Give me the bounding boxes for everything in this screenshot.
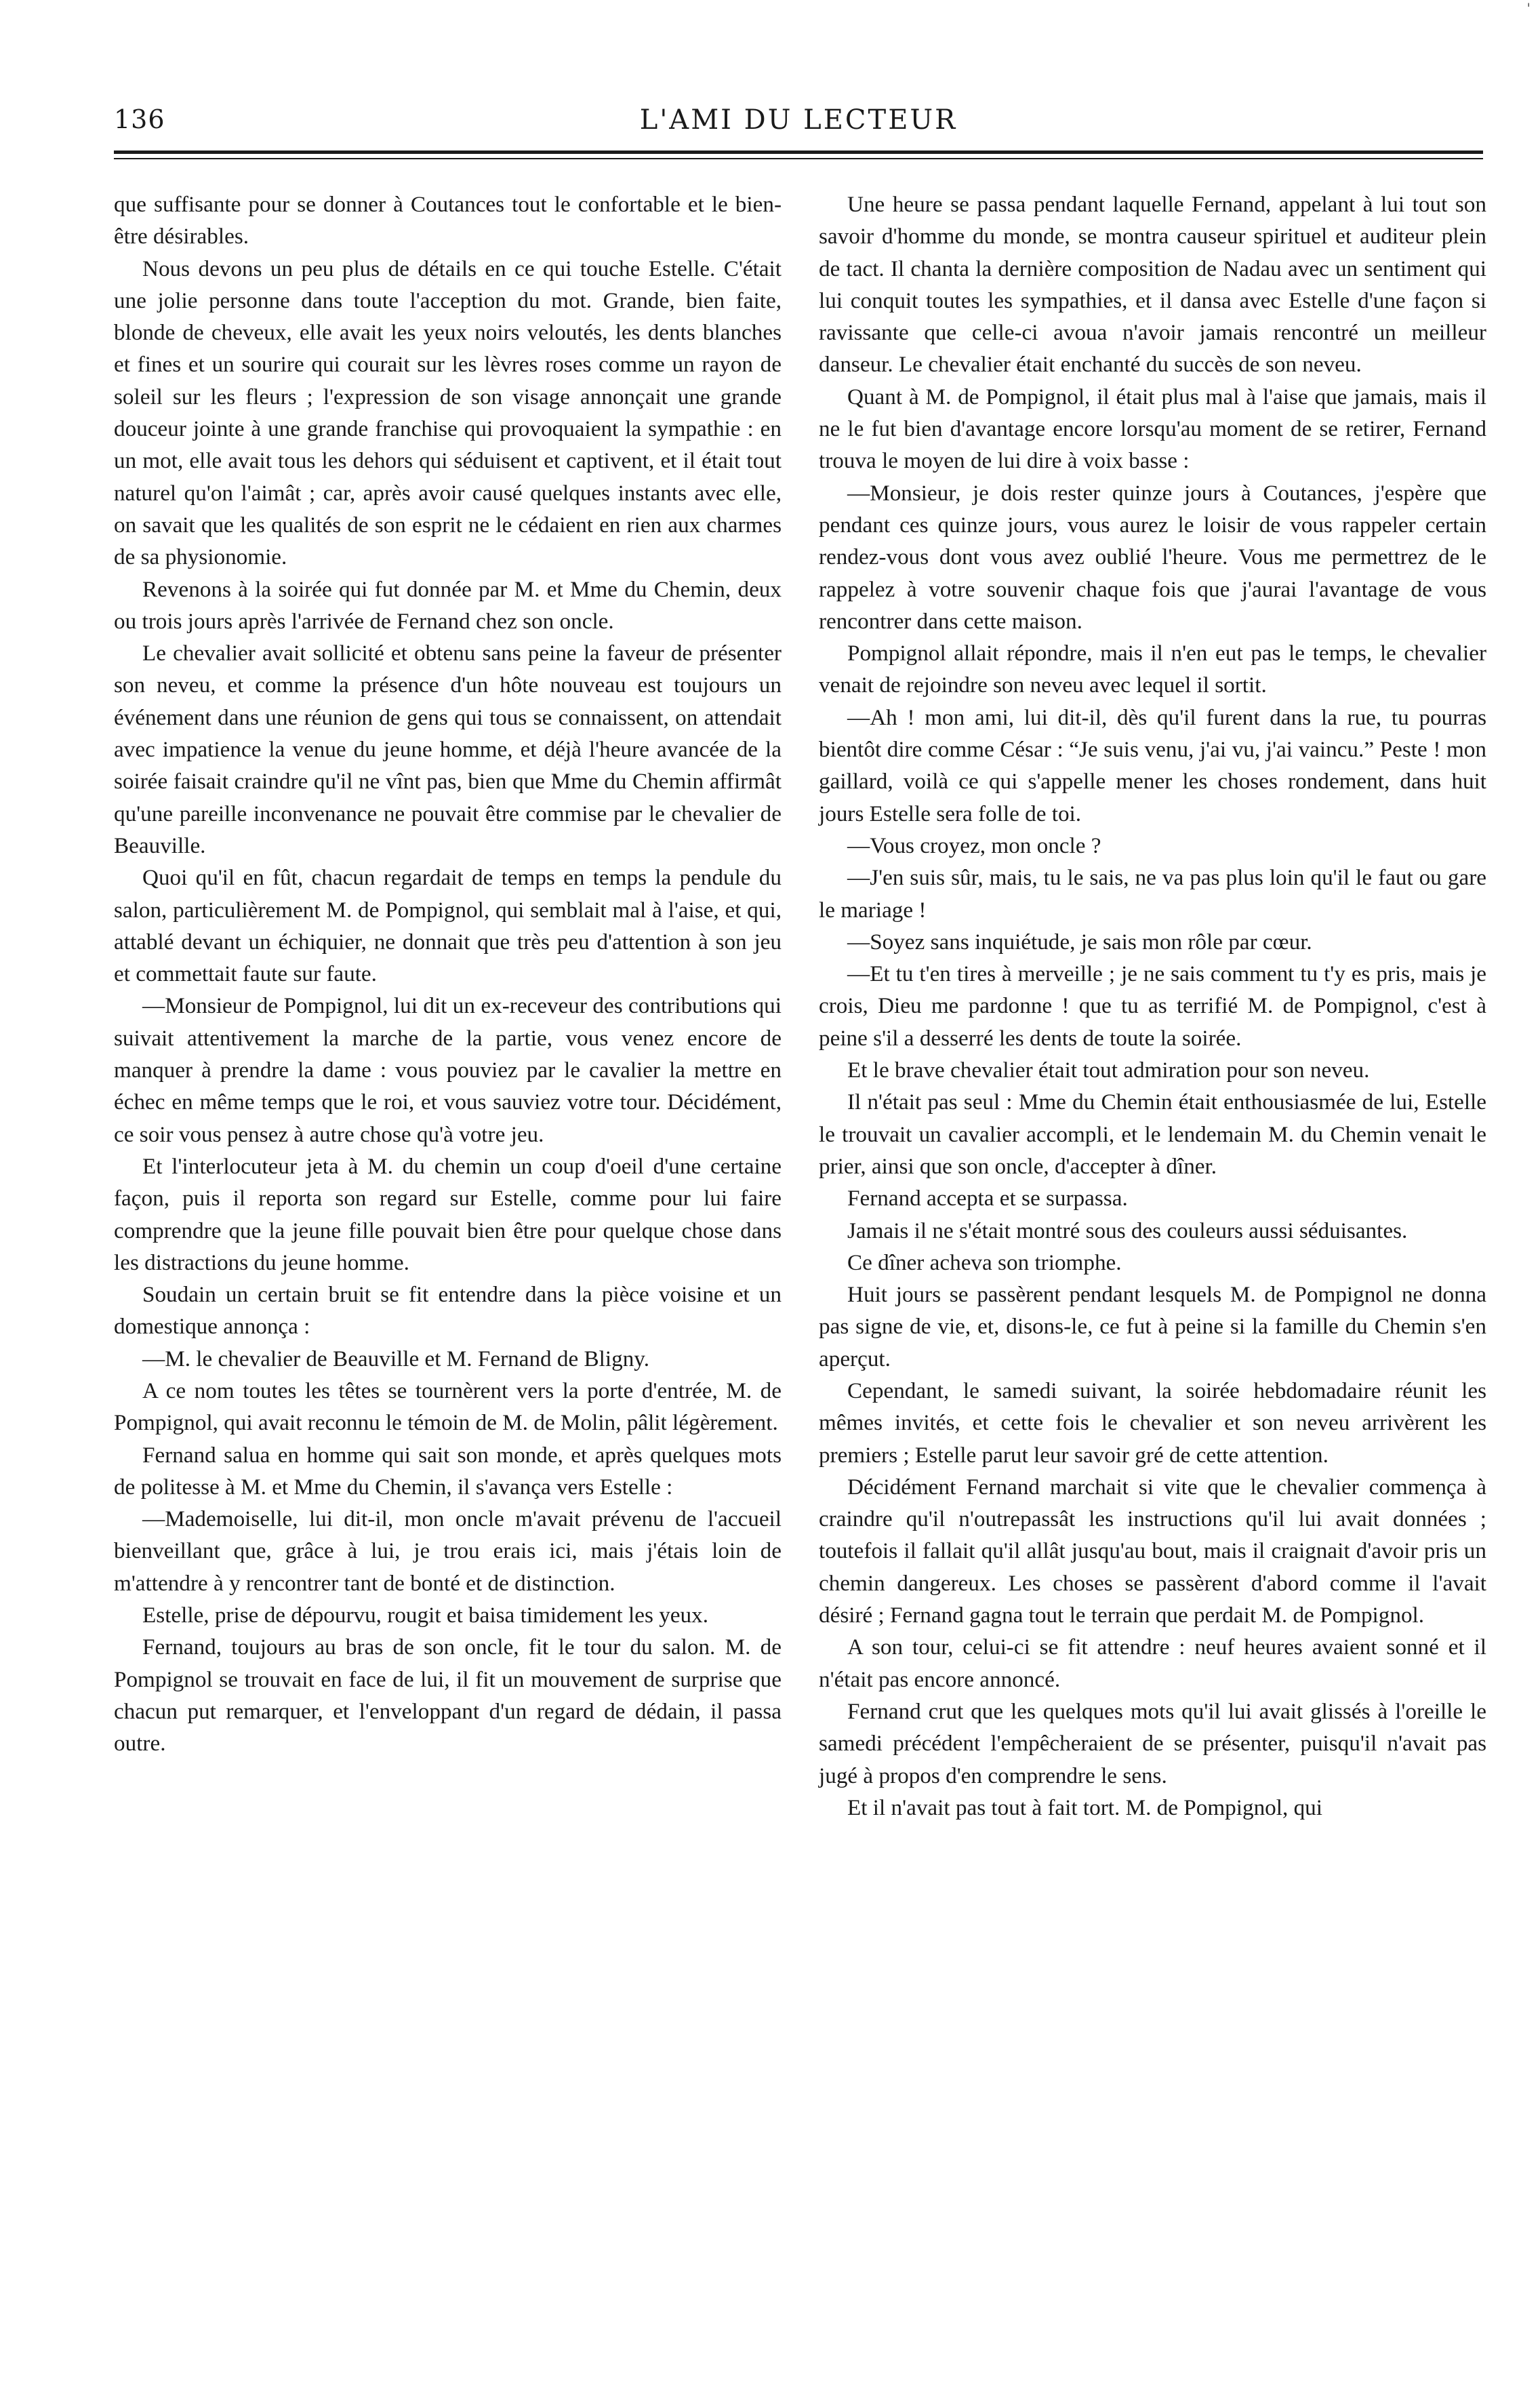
paragraph: Estelle, prise de dépourvu, rougit et baisa timidement les yeux. (142, 1603, 709, 1628)
paragraph: Nous devons un peu plus de détails en ce qui touche Estelle. C'était une jolie personne dans toute l'acception du mot. Grande, bien faite, blonde de cheveux, elle avait les yeux noirs veloutés, les dents blanches et fines et un sourire qui courait sur les lèvres roses comme un rayon de soleil sur les fleurs ; l'expression de son visage annonçait une grande douceur jointe à une grande franchise qui provoquaient la sympathie : en un mot, elle avait tous les dehors qui séduisent et captivent, et il était tout naturel qu'on l'aimât ; car, après avoir causé quelques instants avec elle, on savait que les qualités de son esprit ne le cédaient en rien aux charmes de sa physionomie. (114, 256, 782, 570)
paragraph: Une heure se passa pendant laquelle Fernand, appelant à lui tout son savoir d'homme du monde, se montra causeur spirituel et auditeur plein de tact. Il chanta la dernière composition de Nadau avec un sentiment qui lui conquit toutes les sympathies, et il dansa avec Estelle d'une façon si ravissante que celle-ci avoua n'avoir jamais rencontré un meilleur danseur. Le chevalier était enchanté du succès de son neveu. (819, 192, 1486, 378)
paragraph: Le chevalier avait sollicité et obtenu sans peine la faveur de présenter son neveu, et comme la présence d'un hôte nouveau est toujours un événement dans une réunion de gens qui tous se connaissent, on attendait avec impatience la venue du jeune homme, et déjà l'heure avancée de la soirée faisait craindre qu'il ne vînt pas, bien que Mme du Chemin affirmât qu'une pareille inconvenance ne pouvait être commise par le chevalier de Beauville. (114, 641, 782, 858)
paragraph: —Monsieur, je dois rester quinze jours à Coutances, j'espère que pendant ces quinze jours, vous aurez le loisir de vous rappeler certain rendez-vous dont vous avez oublié l'heure. Vous me permettrez de le rappelez à votre souvenir chaque fois que j'aurai l'avantage de vous rencontrer dans cette maison. (819, 480, 1486, 634)
paragraph: —Monsieur de Pompignol, lui dit un ex-receveur des contributions qui suivait attentivement la marche de la partie, vous venez encore de manquer à prendre la dame : vous pouviez par le cavalier la mettre en échec en même temps que le roi, et vous sauviez votre tour. Décidément, ce soir vous pensez à autre chose qu'à votre jeu. (114, 993, 782, 1147)
header-rule-thin (114, 158, 1483, 159)
corner-mark: ' (1526, 0, 1531, 16)
paragraph: que suffisante pour se donner à Coutances tout le confortable et le bien-être désirables. (114, 192, 782, 249)
header-rule-thick (114, 150, 1483, 154)
paragraph: —J'en suis sûr, mais, tu le sais, ne va pas plus loin qu'il le faut ou gare le mariage ! (819, 865, 1486, 923)
page-header (114, 102, 1483, 145)
right-column (819, 188, 1486, 1824)
paragraph: Et le brave chevalier était tout admiration pour son neveu. (847, 1058, 1370, 1083)
left-column (114, 188, 782, 1760)
paragraph: Soudain un certain bruit se fit entendre dans la pièce voisine et un domestique annonça : (114, 1282, 782, 1340)
page-number: 136 (114, 104, 165, 134)
paragraph: Fernand salua en homme qui sait son monde, et après quelques mots de politesse à M. et Mme du Chemin, il s'avança vers Estelle : (114, 1442, 782, 1500)
paragraph: Jamais il ne s'était montré sous des couleurs aussi séduisantes. (847, 1218, 1408, 1243)
paragraph: Et il n'avait pas tout à fait tort. M. de Pompignol, qui (847, 1794, 1322, 1820)
paragraph: Revenons à la soirée qui fut donnée par M. et Mme du Chemin, deux ou trois jours après l'arrivée de Fernand chez son oncle. (114, 576, 782, 634)
paragraph: A son tour, celui-ci se fit attendre : neuf heures avaient sonné et il n'était pas encore annoncé. (819, 1634, 1486, 1692)
paragraph: —Vous croyez, mon oncle ? (847, 832, 1101, 858)
paragraph: Ce dîner acheva son triomphe. (847, 1249, 1122, 1275)
paragraph: A ce nom toutes les têtes se tournèrent vers la porte d'entrée, M. de Pompignol, qui avait reconnu le témoin de M. de Molin, pâlit légèrement. (114, 1378, 782, 1436)
paragraph: —M. le chevalier de Beauville et M. Fernand de Bligny. (142, 1346, 650, 1371)
paragraph: Quant à M. de Pompignol, il était plus mal à l'aise que jamais, mais il ne le fut bien d'avantage encore lorsqu'au moment de se retirer, Fernand trouva le moyen de lui dire à voix basse : (819, 384, 1486, 474)
paragraph: Fernand crut que les quelques mots qu'il lui avait glissés à l'oreille le samedi précédent l'empêcheraient de se présenter, puisqu'il n'avait pas jugé à propos d'en comprendre le sens. (819, 1698, 1486, 1788)
paragraph: Huit jours se passèrent pendant lesquels M. de Pompignol ne donna pas signe de vie, et, disons-le, ce fut à peine si la famille du Chemin s'en aperçut. (819, 1282, 1486, 1371)
paragraph: Cependant, le samedi suivant, la soirée hebdomadaire réunit les mêmes invités, et cette fois le chevalier et son neveu arrivèrent les premiers ; Estelle parut leur savoir gré de cette attention. (819, 1378, 1486, 1468)
paragraph: Décidément Fernand marchait si vite que le chevalier commença à craindre qu'il n'outrepassât les instructions qu'il lui avait données ; toutefois il fallait qu'il allât jusqu'au bout, mais il craignait d'avoir pris un chemin dangereux. Les choses se passèrent d'abord comme il l'avait désiré ; Fernand gagna tout le terrain que perdait M. de Pompignol. (819, 1474, 1486, 1628)
paragraph: Quoi qu'il en fût, chacun regardait de temps en temps la pendule du salon, particulièrement M. de Pompignol, qui semblait mal à l'aise, et qui, attablé devant un échiquier, ne donnait que très peu d'attention à son jeu et commettait faute sur faute. (114, 865, 782, 987)
paragraph: Fernand accepta et se surpassa. (847, 1186, 1128, 1211)
paragraph: —Mademoiselle, lui dit-il, mon oncle m'avait prévenu de l'accueil bienveillant que, grâce à lui, je trou erais ici, mais j'étais loin de m'attendre à y rencontrer tant de bonté et de distinction. (114, 1506, 782, 1596)
running-title: L'AMI DU LECTEUR (639, 104, 958, 136)
paragraph: —Soyez sans inquiétude, je sais mon rôle par cœur. (847, 929, 1312, 955)
paragraph: —Ah ! mon ami, lui dit-il, dès qu'il furent dans la rue, tu pourras bientôt dire comme César : “Je suis venu, j'ai vu, j'ai vaincu.” Peste ! mon gaillard, voilà ce qui s'appelle mener les choses rondement, dans huit jours Estelle sera folle de toi. (819, 704, 1486, 826)
paragraph: Il n'était pas seul : Mme du Chemin était enthousiasmée de lui, Estelle le trouvait un cavalier accompli, et le lendemain M. du Chemin venait le prier, ainsi que son oncle, d'accepter à dîner. (819, 1089, 1486, 1179)
paragraph: Fernand, toujours au bras de son oncle, fit le tour du salon. M. de Pompignol se trouvait en face de lui, il fit un mouvement de surprise que chacun put remarquer, et l'enveloppant d'un regard de dédain, il passa outre. (114, 1634, 782, 1757)
paragraph: Pompignol allait répondre, mais il n'en eut pas le temps, le chevalier venait de rejoindre son neveu avec lequel il sortit. (819, 641, 1486, 698)
paragraph: —Et tu t'en tires à merveille ; je ne sais comment tu t'y es pris, mais je crois, Dieu me pardonne ! que tu as terrifié M. de Pompignol, c'est à peine s'il a desserré les dents de toute la soirée. (819, 961, 1486, 1051)
paragraph: Et l'interlocuteur jeta à M. du chemin un coup d'oeil d'une certaine façon, puis il reporta son regard sur Estelle, comme pour lui faire comprendre que la jeune fille pouvait bien être pour quelque chose dans les distractions du jeune homme. (114, 1153, 782, 1275)
